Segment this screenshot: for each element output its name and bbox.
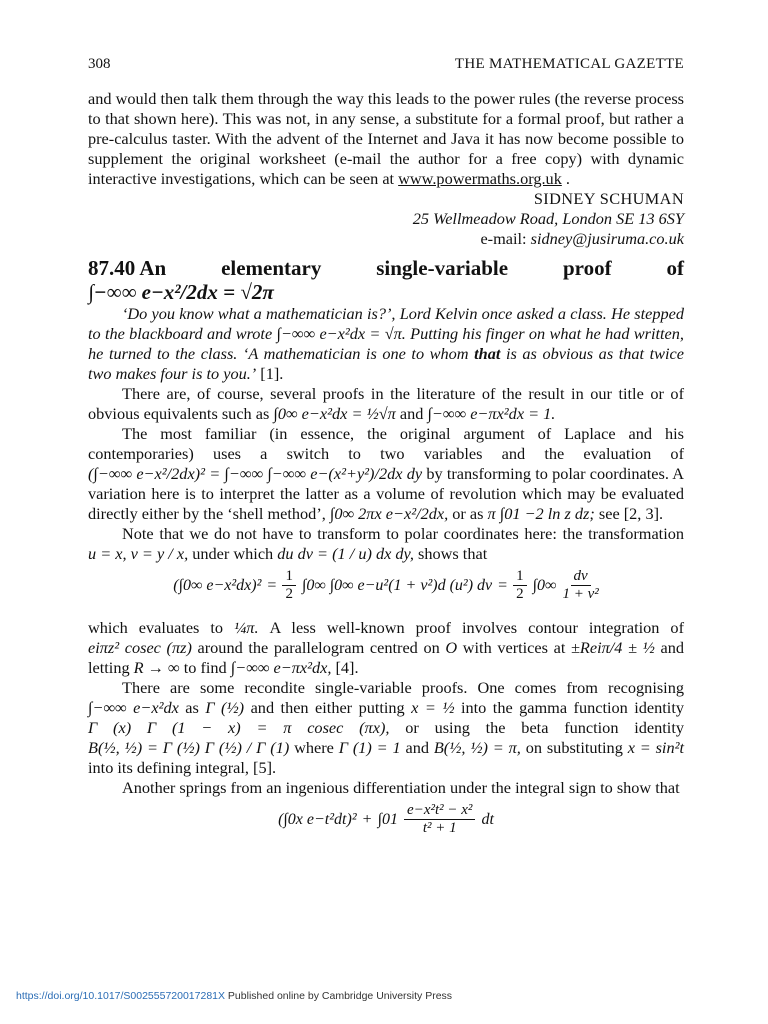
heading-word-5: of [666,256,684,280]
equals-sign-2: = [498,576,508,594]
p3-text-b: by transforming to polar coordinates. A variation here is to interpret the latter as a volume of revolution which may be evaluated directly either by the ‘shell method’, [88,464,684,523]
disp1-rhs-integral: ∫0∞ [532,576,557,594]
paragraph-kelvin [88,304,684,384]
disp1-lhs: (∫0∞ e−x²dx)² [173,576,262,594]
doi-link[interactable]: https://doi.org/10.1017/S002555720017281X [16,990,226,1002]
p6-formula-1: ∫−∞∞ e−x²dx [88,698,179,717]
p5-text-a: which evaluates to [88,618,235,637]
heading-formula: ∫−∞∞ e−x²/2dx = √2π [88,280,274,304]
p1-reference: [1]. [256,364,284,383]
paragraph-contour [88,618,684,678]
p5-text-e: and letting [88,638,684,677]
p6-text-e: or using the beta function identity [389,718,684,737]
disp2-lhs: (∫0x e−t²dt)² [278,810,357,828]
p4-formula-2: du dv = (1 / u) dx dy, [277,544,414,563]
paragraph-differentiation: Another springs from an ingenious differentiation under the integral sign to show that [122,778,680,797]
p6-formula-4: Γ (x) Γ (1 − x) = π cosec (πx), [88,718,390,737]
continuation-paragraph [88,89,684,189]
p3-formula-1: (∫−∞∞ e−x²/2dx)² = ∫−∞∞ ∫−∞∞ e−(x²+y²)/2dx dy [88,464,423,483]
author-email[interactable]: sidney@jusiruma.co.uk [530,229,684,248]
p3-formula-3: π ∫01 −2 ln z dz; [487,504,595,523]
half-fraction-1 [282,568,296,603]
disp2-integral: ∫01 [377,810,399,828]
p4-formula-1: u = x, v = y / x, [88,544,189,563]
p5-formula-4: ±Reiπ/4 ± ½ [570,638,655,657]
paragraph-transform [88,524,684,564]
p6-formula-8: x = sin²t [627,738,684,757]
section-heading [88,256,684,304]
p6-formula-2: Γ (½) [205,698,245,717]
continuation-text: and would then talk them through the way this leads to the power rules (the reverse process to that shown here). This was not, in any sense, a substitute for a formal proof, but rather a pre-calculus taster. With the advent of the Internet and Java it has now become possible to supplement the original worksheet (e-mail the author for a free copy) with dynamic interactive investigations, which can be seen at [88,89,684,188]
p6-text-b: as [178,698,206,717]
paragraph-proofs [88,384,684,424]
paragraph-gamma [88,678,684,778]
p6-text-c: and then either putting [244,698,412,717]
p3-text-d: see [2, 3]. [594,504,664,523]
p6-formula-6: Γ (1) = 1 [338,738,401,757]
p5-text-g: [4]. [331,658,359,677]
p6-text-a: There are some recondite single-variable proofs. One comes from recognising [122,678,684,697]
published-note: Published online by Cambridge University Press [225,990,453,1002]
p5-formula-2: eiπz² cosec (πz) [88,638,192,657]
section-number-word [88,256,166,280]
author-email-line [88,229,684,249]
p6-text-d: into the gamma function identity [454,698,684,717]
disp2-den: t² + 1 [422,820,457,836]
dv-num: dv [571,568,591,586]
p3-formula-2: ∫0∞ 2πx e−x²/2dx, [329,504,449,523]
p5-text-d: with vertices at [457,638,571,657]
p5-formula-3: O [445,638,458,657]
powermaths-link[interactable]: www.powermaths.org.uk [398,169,562,188]
journal-title: THE MATHEMATICAL GAZETTE [454,56,684,72]
disp1-middle: ∫0∞ ∫0∞ e−u²(1 + v²)d (u²) dv [301,576,493,594]
p4-text-a: Note that we do not have to transform to polar coordinates here: the transformation [122,524,684,543]
p4-text-b: under which [188,544,278,563]
plus-sign: + [362,810,372,828]
p6-text-f: where [289,738,339,757]
heading-word-3: single-variable [376,256,509,280]
half-den: 2 [285,586,293,602]
running-header [88,56,684,76]
email-label: e-mail: [480,229,531,248]
half-den-2: 2 [516,586,524,602]
p5-text-f: to find [179,658,231,677]
p3-text-c: or as [448,504,488,523]
display-eq-2-content [278,802,494,837]
p5-formula-6: ∫−∞∞ e−πx²dx, [230,658,332,677]
p1-formula: ∫−∞∞ e−x²dx = √π. [276,324,406,343]
p2-and: and [395,404,428,423]
p5-text-c: around the parallelogram centred on [191,638,446,657]
author-address: 25 Wellmeadow Road, London SE 13 6SY [412,209,684,228]
disp2-dt: dt [481,810,494,828]
half-num-2: 1 [513,568,527,586]
section-number: 87.40 [88,256,136,280]
article-body [88,89,684,852]
p6-text-i: into its defining integral, [5]. [88,758,277,777]
equals-sign: = [267,576,277,594]
p2-formula-2: ∫−∞∞ e−πx²dx = 1. [427,404,556,423]
heading-word-1: An [139,256,167,280]
display-equation-2 [88,802,684,848]
author-name: SIDNEY SCHUMAN [533,189,684,208]
p6-formula-3: x = ½ [411,698,455,717]
p5-formula-5: R → ∞ [133,658,180,677]
heading-word-2: elementary [221,256,322,280]
dv-fraction [562,568,598,603]
heading-word-4: proof [562,256,612,280]
display-eq-1-content [173,568,598,603]
disp2-fraction [404,802,475,837]
paragraph-laplace [88,424,684,524]
page-footer [16,990,452,1002]
p6-formula-7: B(½, ½) = π, [433,738,521,757]
p5-text-b: A less well-known proof involves contour integration of [258,618,684,637]
section-heading-row [88,256,684,280]
page-number: 308 [88,56,111,72]
p5-formula-1: ¼π. [234,618,259,637]
p4-text-c: shows that [413,544,488,563]
p6-formula-5: B(½, ½) = Γ (½) Γ (½) / Γ (1) [88,738,290,757]
continuation-end: . [561,169,570,188]
half-fraction-2 [513,568,527,603]
p6-text-h: on substituting [520,738,628,757]
p3-text-a: The most familiar (in essence, the original argument of Laplace and his contemporaries) uses a switch to two variables and the evaluation of [88,424,684,463]
p2-formula-1: ∫0∞ e−x²dx = ½√π [273,404,396,423]
p1-text-c: is as obvious as that twice two makes four is to you.’ [88,344,684,383]
p1-bold-that: that [474,344,501,363]
p6-text-g: and [400,738,434,757]
half-num: 1 [282,568,296,586]
p1-text-a: ‘Do you know what a mathematician is?’, Lord Kelvin once asked a class. He stepped to the blackboard and wrote [88,304,684,343]
dv-den: 1 + v² [562,586,599,602]
disp2-num: e−x²t² − x² [404,802,475,820]
p1-text-b: Putting his finger on what he had written, he turned to the class. ‘A mathematician is one to whom [88,324,684,363]
p2-text-a: There are, of course, several proofs in the literature of the result in our title or of obvious equivalents such as [88,384,684,423]
display-equation-1 [88,568,684,614]
